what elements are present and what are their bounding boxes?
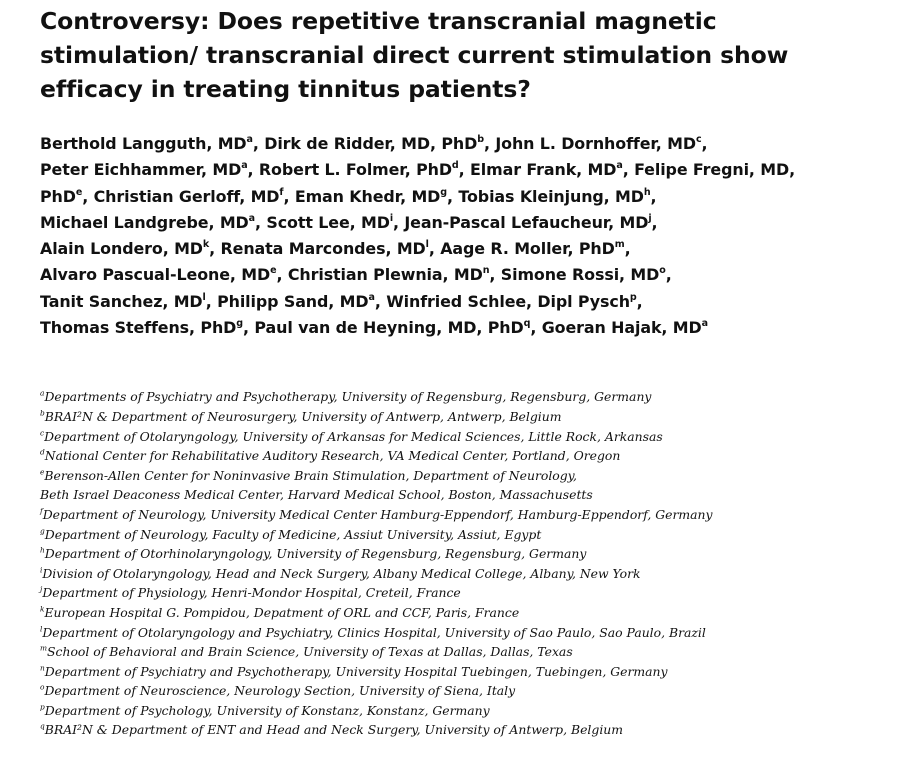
affiliation-item (40, 544, 900, 564)
affiliation-text: Department of Otolaryngology and Psychiatry, Clinics Hospital, University of Sao Paulo, Sao Paulo, Brazil (42, 624, 706, 640)
author-affiliation-marker: h (643, 186, 651, 198)
author-name-text: John L. Dornhoffer, MD (495, 134, 696, 153)
author-name-text: Elmar Frank, MD (470, 160, 617, 180)
author-name-text: Renata Marcondes, MD (220, 239, 426, 259)
author-affiliation-marker: k (202, 239, 210, 251)
author-name-text: Tanit Sanchez, MD (40, 291, 203, 311)
author-separator: , (622, 160, 635, 180)
author-name (40, 160, 259, 179)
author-name (40, 265, 288, 284)
author-name (40, 187, 94, 206)
affiliation-item (40, 583, 900, 603)
author-name-text: PhD (40, 186, 76, 206)
affiliation-marker: b (40, 408, 45, 418)
affiliation-item (40, 564, 900, 584)
author-separator: , (205, 291, 218, 311)
author-separator: , (276, 265, 288, 285)
author-name-text: Winfried Schlee, Dipl Pysch (386, 291, 630, 311)
affiliation-marker: k (40, 604, 45, 614)
author-name-text: Thomas Steffens, PhD (40, 318, 237, 338)
author-affiliation-marker: p (629, 291, 637, 303)
author-line (40, 157, 900, 183)
affiliation-marker: j (40, 584, 43, 594)
author-separator: , (530, 318, 542, 338)
author-separator: , (701, 134, 708, 153)
author-line (40, 184, 900, 210)
affiliation-item (40, 681, 900, 701)
author-affiliation-marker: a (368, 291, 375, 303)
author-name-text: Alain Londero, MD (40, 239, 203, 259)
author-separator: , (446, 186, 459, 206)
author-line (40, 315, 900, 341)
affiliation-marker: o (40, 682, 45, 692)
author-name-text: Berthold Langguth, MD (40, 134, 247, 153)
author-name (266, 213, 404, 232)
affiliation-item (40, 407, 900, 427)
affiliation-item (40, 446, 900, 466)
affiliation-item (40, 720, 900, 740)
author-name (40, 292, 217, 311)
affiliation-text: Department of Neurology, Faculty of Medicine, Assiut University, Assiut, Egypt (44, 526, 542, 542)
author-affiliation-marker: f (279, 186, 284, 198)
affiliation-marker: d (40, 447, 45, 457)
author-name (495, 134, 707, 153)
author-affiliation-marker: c (695, 133, 702, 145)
affiliation-marker: e (40, 467, 45, 477)
author-name-text: Robert L. Folmer, PhD (258, 160, 452, 180)
affiliation-text: National Center for Rehabilitative Auditory Research, VA Medical Center, Portland, Oregon (44, 448, 621, 464)
author-separator: , (651, 212, 658, 232)
affiliation-list (40, 387, 900, 740)
author-separator: , (392, 212, 405, 232)
affiliation-item (40, 642, 900, 662)
affiliation-item (40, 701, 900, 721)
author-separator: , (650, 186, 657, 206)
affiliation-item (40, 387, 900, 407)
author-affiliation-marker: m (614, 239, 625, 251)
author-name (254, 318, 541, 337)
author-name-text: Simone Rossi, MD (500, 265, 660, 285)
affiliation-item (40, 603, 900, 623)
author-line (40, 131, 900, 157)
author-name-text: Goeran Hajak, MD (541, 318, 702, 338)
author-separator: , (247, 160, 259, 180)
affiliation-text: European Hospital G. Pompidou, Depatment of ORL and CCF, Paris, France (44, 604, 520, 620)
affiliation-text: Departments of Psychiatry and Psychotherapy, University of Regensburg, Regensburg, Germany (44, 389, 652, 405)
affiliation-item (40, 525, 900, 545)
author-separator: , (283, 186, 295, 206)
affiliation-continuation: Beth Israel Deaconess Medical Center, Harvard Medical School, Boston, Massachusetts (40, 487, 593, 503)
author-separator: , (458, 160, 471, 180)
author-affiliation-marker: n (482, 265, 490, 277)
author-name (404, 213, 657, 232)
author-separator: , (489, 265, 501, 285)
affiliation-item (40, 623, 900, 643)
affiliation-text: Department of Psychology, University of Konstanz, Konstanz, Germany (44, 702, 490, 718)
author-affiliation-marker: a (248, 212, 255, 224)
author-name-text: Dirk de Ridder, MD, PhD (264, 134, 478, 153)
author-name (634, 160, 795, 179)
affiliation-marker: i (40, 565, 43, 575)
author-name (288, 265, 501, 284)
author-name-text: Alvaro Pascual-Leone, MD (40, 265, 271, 285)
author-name (40, 134, 264, 153)
affiliation-marker: p (40, 702, 45, 712)
author-affiliation-marker: o (659, 265, 666, 277)
affiliation-marker: g (40, 525, 45, 535)
author-name (264, 134, 495, 153)
author-separator: , (624, 239, 631, 259)
author-line (40, 210, 900, 236)
author-separator: , (636, 291, 643, 311)
paper-title (40, 4, 900, 106)
author-name-text: Tobias Kleinjung, MD (458, 186, 644, 206)
affiliation-text: BRAI²N & Department of Neurosurgery, University of Antwerp, Antwerp, Belgium (44, 408, 562, 424)
author-affiliation-marker: e (75, 186, 83, 198)
author-name-text: Christian Plewnia, MD (287, 265, 483, 285)
affiliation-marker: l (40, 623, 43, 633)
author-name (470, 160, 634, 179)
author-affiliation-marker: a (241, 160, 248, 172)
affiliation-text: Division of Otolaryngology, Head and Neck Surgery, Albany Medical College, Albany, New York (42, 565, 641, 581)
author-name (221, 239, 441, 258)
author-list (40, 131, 900, 341)
affiliation-text: School of Behavioral and Brain Science, University of Texas at Dallas, Dallas, Texas (47, 644, 573, 660)
author-separator: , (665, 265, 672, 285)
author-affiliation-marker: a (701, 317, 708, 329)
author-name (94, 187, 295, 206)
author-separator: , (252, 134, 265, 153)
affiliation-text: Berenson-Allen Center for Noninvasive Brain Stimulation, Department of Neurology, (44, 467, 577, 483)
affiliation-marker: c (40, 427, 45, 437)
author-name-text: Aage R. Moller, PhD (440, 239, 615, 259)
title-line: Controversy: Does repetitive transcranial magnetic (40, 7, 717, 35)
author-name (458, 187, 656, 206)
author-affiliation-marker: g (236, 317, 243, 329)
author-separator: , (254, 212, 267, 232)
paper-header (40, 4, 900, 740)
author-name-text: Peter Eichhammer, MD (40, 160, 242, 180)
author-affiliation-marker: a (246, 133, 253, 145)
affiliation-text: Department of Psychiatry and Psychotherapy, University Hospital Tuebingen, Tuebingen, Germany (44, 663, 668, 679)
author-affiliation-marker: d (451, 160, 459, 172)
author-affiliation-marker: e (270, 265, 277, 277)
author-name-text: Jean-Pascal Lefaucheur, MD (404, 212, 649, 232)
affiliation-text: Department of Physiology, Henri-Mondor Hospital, Creteil, France (42, 585, 461, 601)
author-line (40, 289, 900, 315)
author-name-text: Christian Gerloff, MD (93, 186, 280, 206)
author-affiliation-marker: g (440, 186, 447, 198)
affiliation-text: Department of Neurology, University Medical Center Hamburg-Eppendorf, Hamburg-Eppendorf, Germany (42, 506, 713, 522)
author-name (386, 292, 642, 311)
author-name (542, 318, 708, 337)
author-separator: , (82, 186, 94, 206)
affiliation-marker: f (40, 506, 43, 516)
author-affiliation-marker: l (425, 239, 429, 251)
author-separator: , (243, 318, 255, 338)
author-line (40, 262, 900, 288)
author-affiliation-marker: j (648, 212, 652, 224)
author-name-text: Paul van de Heyning, MD, PhD (254, 318, 524, 338)
author-name (40, 213, 266, 232)
author-name-text: Philipp Sand, MD (217, 291, 369, 311)
affiliation-marker: q (40, 721, 45, 731)
author-name-text: Scott Lee, MD (266, 212, 390, 232)
author-name (501, 265, 672, 284)
author-name (440, 239, 630, 258)
affiliation-marker: a (40, 388, 45, 398)
author-separator: , (428, 239, 441, 259)
affiliation-text: Department of Otorhinolaryngology, University of Regensburg, Regensburg, Germany (44, 546, 587, 562)
author-name (40, 318, 254, 337)
affiliation-marker: m (40, 643, 48, 653)
affiliation-text: Department of Neuroscience, Neurology Section, University of Siena, Italy (44, 683, 516, 699)
author-name-text: Eman Khedr, MD (294, 186, 441, 206)
affiliation-item (40, 427, 900, 447)
affiliation-text: BRAI²N & Department of ENT and Head and Neck Surgery, University of Antwerp, Belgium (44, 722, 624, 738)
author-affiliation-marker: a (616, 160, 623, 172)
title-line: efficacy in treating tinnitus patients? (40, 75, 531, 103)
affiliation-item (40, 466, 900, 486)
author-affiliation-marker: i (389, 212, 393, 224)
author-separator: , (483, 134, 496, 153)
affiliation-item (40, 505, 900, 525)
affiliation-item (40, 662, 900, 682)
affiliation-text: Department of Otolaryngology, University of Arkansas for Medical Sciences, Little Rock, Arkansas (44, 428, 663, 444)
author-name (259, 160, 470, 179)
author-name (217, 292, 386, 311)
author-name (40, 239, 221, 258)
author-affiliation-marker: q (523, 317, 531, 329)
author-affiliation-marker: l (202, 291, 206, 303)
author-line (40, 236, 900, 262)
title-line: stimulation/ transcranial direct current stimulation show (40, 41, 789, 69)
author-name (295, 187, 459, 206)
author-separator: , (374, 291, 387, 311)
affiliation-marker: h (40, 545, 45, 555)
author-name-text: Michael Landgrebe, MD (40, 212, 249, 232)
author-affiliation-marker: b (477, 133, 484, 145)
author-separator: , (209, 239, 221, 259)
affiliation-marker: n (40, 663, 45, 673)
author-name-text: Felipe Fregni, MD, (634, 160, 796, 180)
